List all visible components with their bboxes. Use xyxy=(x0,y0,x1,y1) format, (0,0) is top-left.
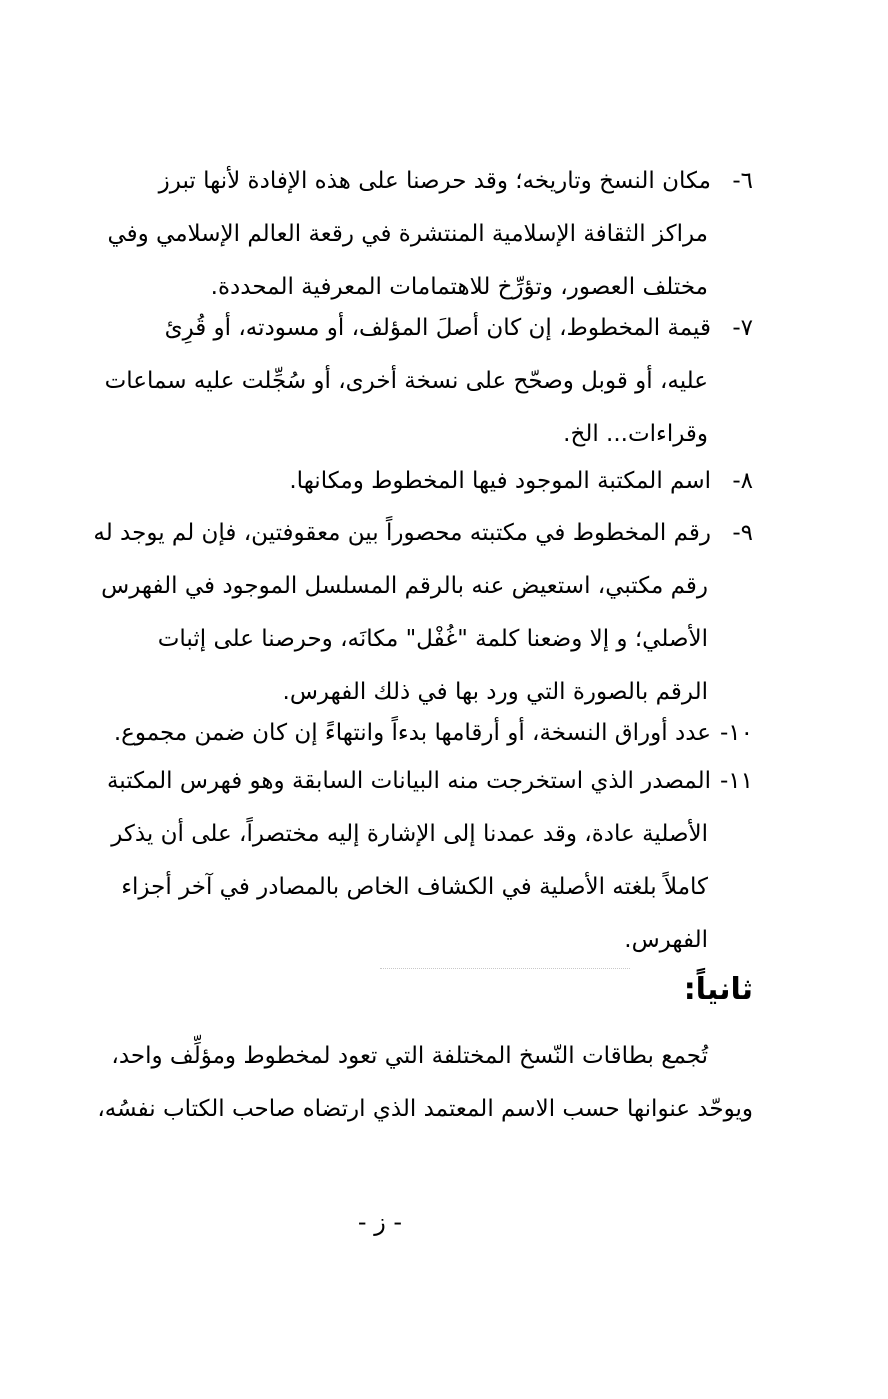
list-item-text: رقم المخطوط في مكتبته محصوراً بين معقوفتين، فإن لم يوجد له xyxy=(93,520,711,546)
list-item-number: ١١- xyxy=(719,768,753,794)
list-item-line xyxy=(33,455,753,508)
list-item-line: كاملاً بلغته الأصلية في الكشاف الخاص بالمصادر في آخر أجزاء xyxy=(121,874,708,900)
list-item-line xyxy=(33,707,753,760)
list-item-line: مختلف العصور، وتؤرِّخ للاهتمامات المعرفية المحددة. xyxy=(210,274,708,300)
list-item-text: عدد أوراق النسخة، أو أرقامها بدءاً وانتهاءً إن كان ضمن مجموع. xyxy=(113,720,711,746)
list-item-10 xyxy=(33,707,753,760)
list-item-line: وقراءات... الخ. xyxy=(563,421,708,447)
list-item-line: الأصلية عادة، وقد عمدنا إلى الإشارة إليه مختصراً، على أن يذكر xyxy=(111,821,708,847)
list-item-line: الأصلي؛ و إلا وضعنا كلمة "غُفْل" مكانَه، وحرصنا على إثبات xyxy=(157,626,708,652)
list-item-line xyxy=(33,755,753,808)
list-item-line xyxy=(33,302,753,355)
list-item-text: المصدر الذي استخرجت منه البيانات السابقة وهو فهرس المكتبة xyxy=(106,768,711,794)
list-item-number: ٦- xyxy=(732,168,753,194)
section-heading: ثانياً: xyxy=(683,972,753,1007)
list-item-11 xyxy=(33,755,753,967)
list-item-text: قيمة المخطوط، إن كان أصلَ المؤلف، أو مسودته، أو قُرِئ xyxy=(164,315,711,341)
list-item-number: ١٠- xyxy=(719,720,753,746)
list-item-8 xyxy=(33,455,753,508)
list-item-line: رقم مكتبي، استعيض عنه بالرقم المسلسل الموجود في الفهرس xyxy=(101,573,708,599)
list-item-number: ٨- xyxy=(732,468,753,494)
list-item-line: مراكز الثقافة الإسلامية المنتشرة في رقعة العالم الإسلامي وفي xyxy=(107,221,708,247)
list-item-6 xyxy=(33,155,753,314)
list-item-line xyxy=(33,155,753,208)
list-item-line: عليه، أو قوبل وصحّح على نسخة أخرى، أو سُجِّلت عليه سماعات xyxy=(104,368,708,394)
list-item-text: اسم المكتبة الموجود فيها المخطوط ومكانها. xyxy=(289,468,711,494)
dotted-separator xyxy=(380,968,630,969)
paragraph-line: تُجمع بطاقات النّسخ المختلفة التي تعود لمخطوط ومؤلِّف واحد، xyxy=(111,1043,708,1069)
list-item-line: الرقم بالصورة التي ورد بها في ذلك الفهرس. xyxy=(282,679,708,705)
list-item-9 xyxy=(33,507,753,719)
list-item-number: ٧- xyxy=(732,315,753,341)
page-number: - ز - xyxy=(357,1208,403,1236)
list-item-number: ٩- xyxy=(732,520,753,546)
list-item-text: مكان النسخ وتاريخه؛ وقد حرصنا على هذه الإفادة لأنها تبرز xyxy=(158,168,711,194)
body-paragraph xyxy=(33,1030,753,1136)
list-item-7 xyxy=(33,302,753,461)
list-item-line: الفهرس. xyxy=(624,927,708,953)
paragraph-line: ويوحّد عنوانها حسب الاسم المعتمد الذي ارتضاه صاحب الكتاب نفسُه، xyxy=(97,1096,753,1122)
list-item-line xyxy=(33,507,753,560)
